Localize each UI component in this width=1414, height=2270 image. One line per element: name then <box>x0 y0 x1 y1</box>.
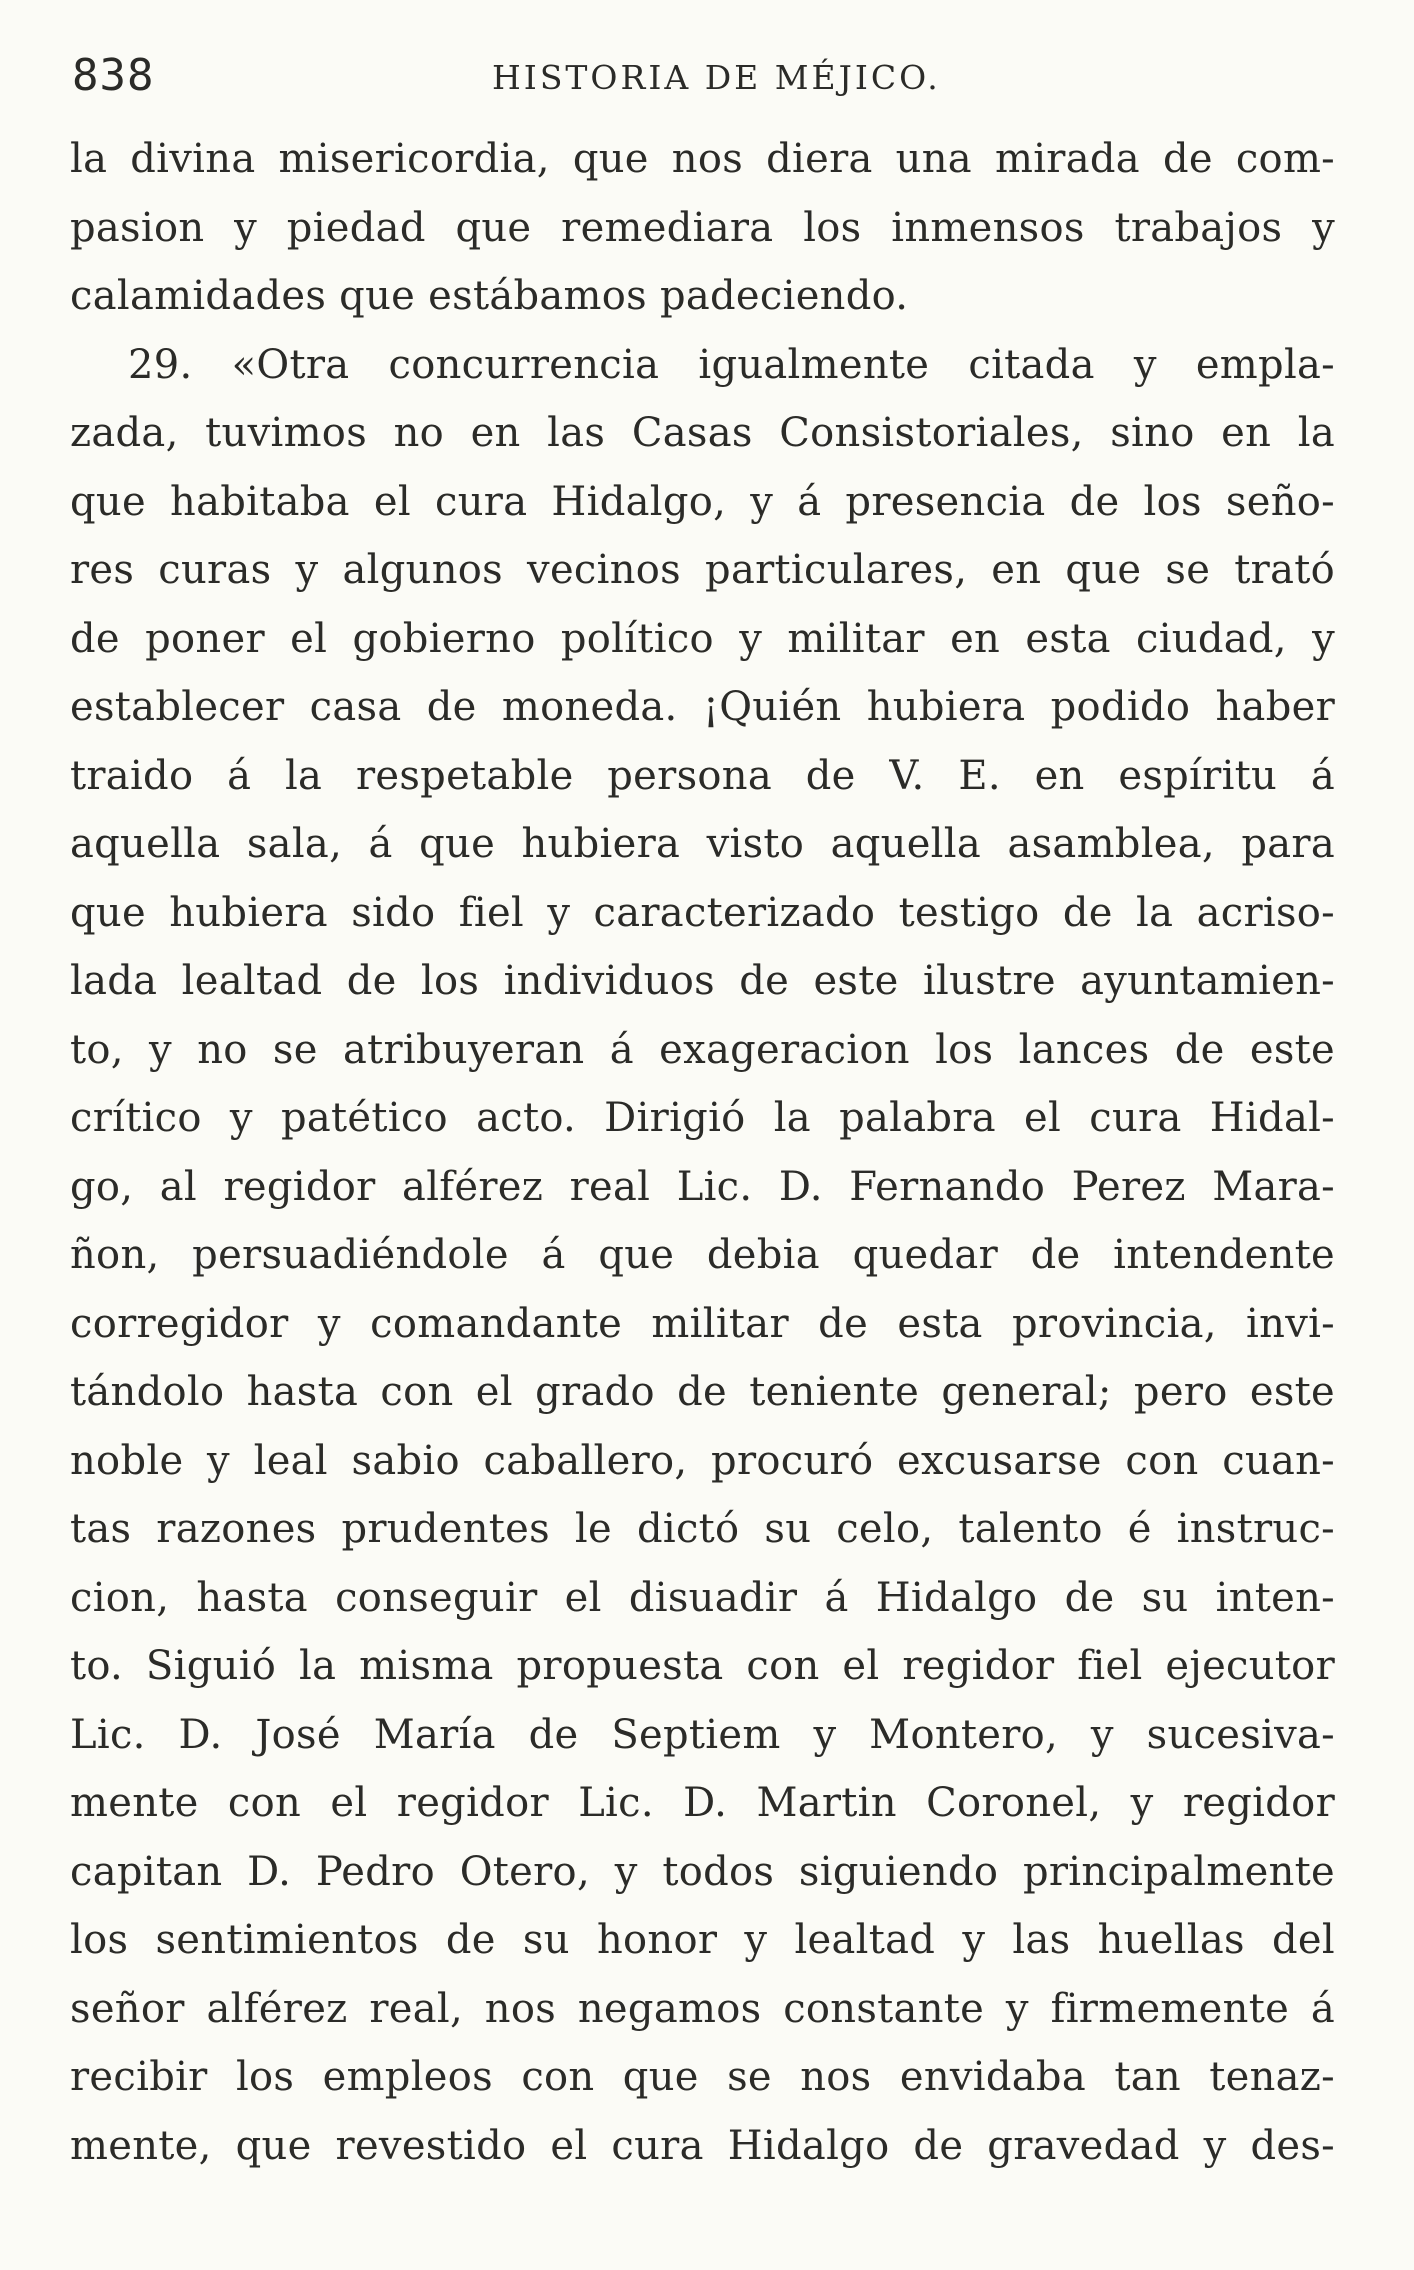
text-line: que hubiera sido fiel y caracterizado testigo de la acriso- <box>70 889 1335 936</box>
text-line: cion, hasta conseguir el disuadir á Hidalgo de su inten- <box>70 1574 1335 1621</box>
text-line: to, y no se atribuyeran á exageracion los lances de este <box>70 1026 1335 1073</box>
text-line: mente, que revestido el cura Hidalgo de gravedad y des- <box>70 2122 1335 2169</box>
text-line: establecer casa de moneda. ¡Quién hubiera podido haber <box>70 684 1335 730</box>
text-line: pasion y piedad que remediara los inmensos trabajos y <box>70 204 1335 251</box>
text-line: la divina misericordia, que nos diera una mirada de com- <box>70 136 1335 182</box>
text-line: de poner el gobierno político y militar en esta ciudad, y <box>70 615 1335 662</box>
text-line: noble y leal sabio caballero, procuró excusarse con cuan- <box>70 1437 1335 1484</box>
text-line: traido á la respetable persona de V. E. en espíritu á <box>70 752 1335 799</box>
body-text <box>70 125 1335 2180</box>
text-line: aquella sala, á que hubiera visto aquella asamblea, para <box>70 821 1335 867</box>
text-line: que habitaba el cura Hidalgo, y á presencia de los seño- <box>70 478 1335 525</box>
text-line: recibir los empleos con que se nos envidaba tan tenaz- <box>70 2054 1335 2100</box>
text-line: corregidor y comandante militar de esta provincia, invi- <box>70 1300 1335 1347</box>
text-line: señor alférez real, nos negamos constante y firmemente á <box>70 1985 1335 2032</box>
text-line: to. Siguió la misma propuesta con el regidor fiel ejecutor <box>70 1643 1335 1689</box>
text-line: calamidades que estábamos padeciendo. <box>70 273 909 319</box>
text-line: capitan D. Pedro Otero, y todos siguiendo principalmente <box>70 1848 1335 1895</box>
text-line: lada lealtad de los individuos de este ilustre ayuntamien- <box>70 958 1335 1004</box>
text-line: tas razones prudentes le dictó su celo, talento é instruc- <box>70 1506 1335 1552</box>
text-line: res curas y algunos vecinos particulares, en que se trató <box>70 547 1335 593</box>
text-line: mente con el regidor Lic. D. Martin Coronel, y regidor <box>70 1780 1335 1826</box>
page-header <box>72 50 1322 110</box>
text-line: zada, tuvimos no en las Casas Consistoriales, sino en la <box>70 410 1335 456</box>
page-number: 838 <box>72 50 155 101</box>
text-line: crítico y patético acto. Dirigió la palabra el cura Hidal- <box>70 1095 1335 1141</box>
text-line: go, al regidor alférez real Lic. D. Fernando Perez Mara- <box>70 1163 1335 1210</box>
paragraph-start-line: 29. «Otra concurrencia igualmente citada y empla- <box>128 341 1335 388</box>
text-line: tándolo hasta con el grado de teniente general; pero este <box>70 1369 1335 1415</box>
text-line: ñon, persuadiéndole á que debia quedar de intendente <box>70 1232 1335 1278</box>
running-head: HISTORIA DE MÉJICO. <box>492 58 941 97</box>
text-line: Lic. D. José María de Septiem y Montero, y sucesiva- <box>70 1711 1335 1758</box>
text-line: los sentimientos de su honor y lealtad y las huellas del <box>70 1917 1335 1963</box>
